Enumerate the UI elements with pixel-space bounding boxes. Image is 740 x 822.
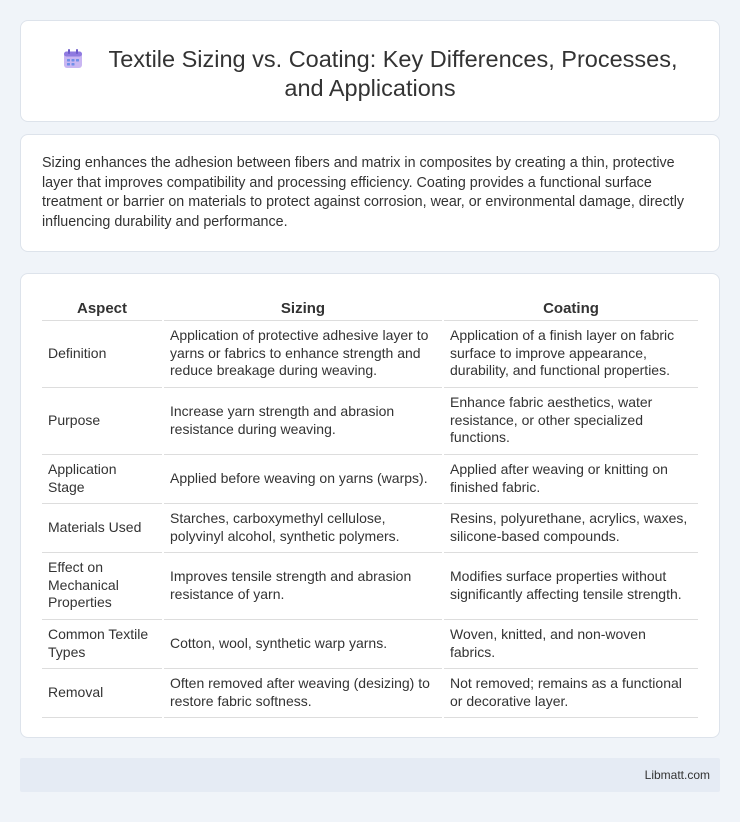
cell-sizing: Improves tensile strength and abrasion resistance of yarn. (163, 552, 443, 619)
cell-sizing: Applied before weaving on yarns (warps). (163, 454, 443, 503)
table-row (42, 552, 698, 619)
footer-bar (20, 758, 720, 792)
cell-sizing: Cotton, wool, synthetic warp yarns. (163, 619, 443, 668)
cell-aspect: Definition (42, 320, 163, 387)
cell-coating: Applied after weaving or knitting on finished fabric. (443, 454, 698, 503)
header-coating: Coating (443, 296, 698, 320)
cell-coating: Resins, polyurethane, acrylics, waxes, silicone-based compounds. (443, 503, 698, 552)
calendar-icon (62, 48, 84, 70)
cell-aspect: Effect on Mechanical Properties (42, 552, 163, 619)
cell-aspect: Purpose (42, 387, 163, 454)
header-aspect: Aspect (42, 296, 163, 320)
footer-brand: Libmatt.com (644, 768, 710, 782)
cell-aspect: Materials Used (42, 503, 163, 552)
table-row (42, 503, 698, 552)
comparison-card (20, 273, 720, 738)
cell-sizing: Starches, carboxymethyl cellulose, polyvinyl alcohol, synthetic polymers. (163, 503, 443, 552)
cell-coating: Not removed; remains as a functional or decorative layer. (443, 668, 698, 717)
table-row (42, 668, 698, 717)
table-row (42, 454, 698, 503)
cell-coating: Modifies surface properties without significantly affecting tensile strength. (443, 552, 698, 619)
cell-sizing: Application of protective adhesive layer to yarns or fabrics to enhance strength and reduce breakage during weaving. (163, 320, 443, 387)
cell-sizing: Increase yarn strength and abrasion resistance during weaving. (163, 387, 443, 454)
cell-aspect: Application Stage (42, 454, 163, 503)
comparison-table (42, 296, 698, 718)
cell-coating: Enhance fabric aesthetics, water resistance, or other specialized functions. (443, 387, 698, 454)
table-header-row (42, 296, 698, 320)
cell-aspect: Removal (42, 668, 163, 717)
table-row (42, 619, 698, 668)
intro-paragraph: Sizing enhances the adhesion between fibers and matrix in composites by creating a thin, protective layer that improves compatibility and processing efficiency. Coating provides a functional surface treatment or barrier on materials to protect against corrosion, wear, or environmental damage, directly influencing durability and performance. (42, 155, 685, 230)
cell-aspect: Common Textile Types (42, 619, 163, 668)
title-card (20, 20, 720, 122)
table-row (42, 387, 698, 454)
table-row (42, 320, 698, 387)
page-title-text: Textile Sizing vs. Coating: Key Differences, Processes, and Applications (108, 46, 678, 101)
cell-coating: Application of a finish layer on fabric surface to improve appearance, durability, and functional properties. (443, 320, 698, 387)
header-sizing: Sizing (163, 296, 443, 320)
cell-sizing: Often removed after weaving (desizing) to restore fabric softness. (163, 668, 443, 717)
page-title (41, 45, 699, 103)
intro-card (20, 134, 720, 252)
cell-coating: Woven, knitted, and non-woven fabrics. (443, 619, 698, 668)
